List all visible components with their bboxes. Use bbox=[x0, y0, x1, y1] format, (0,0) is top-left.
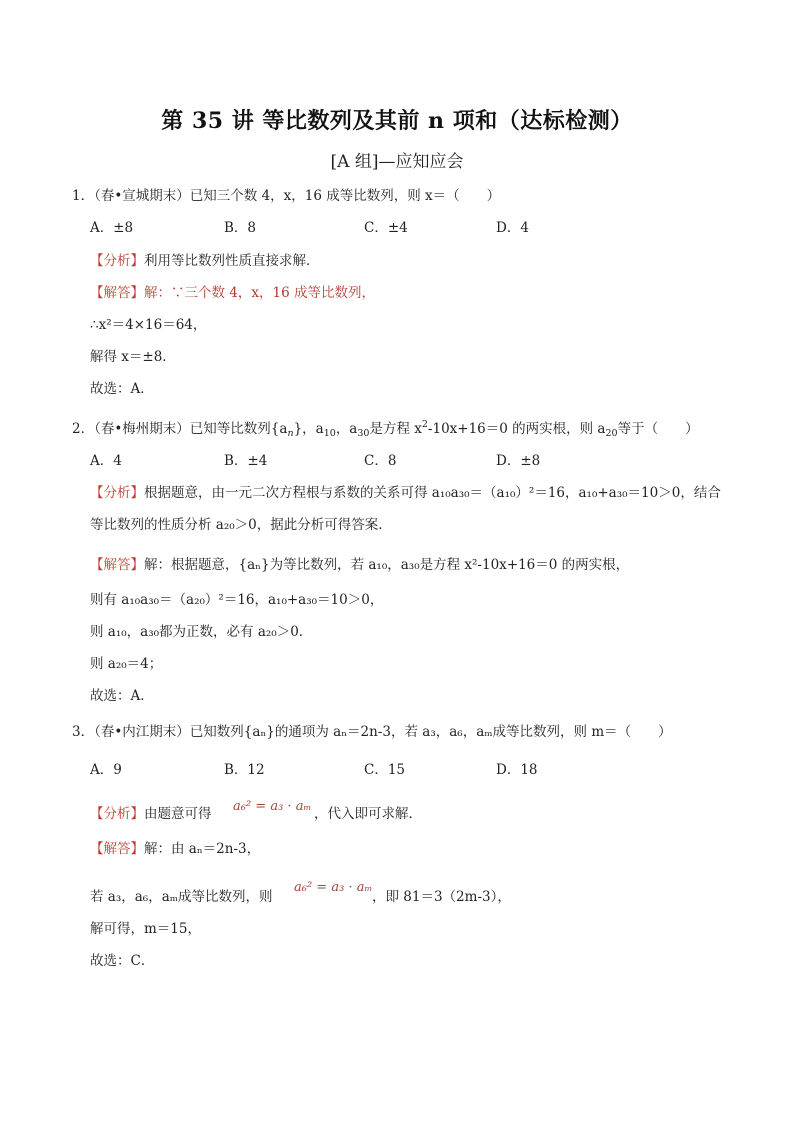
q3-analysis-formula: a₆² = a₃ · aₘ bbox=[233, 799, 312, 814]
analysis-tag: 【分析】 bbox=[90, 253, 144, 269]
section-subtitle: [A 组]—应知应会 bbox=[330, 152, 464, 172]
q3-analysis bbox=[90, 805, 212, 823]
q1-solution-line-4: 故选：A． bbox=[90, 381, 154, 397]
q2-stem-part-6: 等于（ ） bbox=[617, 421, 699, 437]
q3-analysis-text-2: ，代入即可求解． bbox=[314, 806, 422, 822]
q2-analysis-line-2: 等比数列的性质分析 a₂₀＞0，据此分析可得答案． bbox=[90, 517, 392, 533]
q3-option-b: B．12 bbox=[224, 762, 265, 778]
q2-stem-part-5: -10x+16＝0 的两实根，则 a bbox=[427, 421, 606, 437]
q2-stem-part-4: 是方程 x bbox=[369, 421, 422, 437]
q1-stem: 1．（春•宣城期末）已知三个数 4，x，16 成等比数列，则 x＝（ ） bbox=[72, 188, 501, 204]
analysis-tag: 【分析】 bbox=[90, 485, 144, 501]
q2-solution-line-3: 则 a₁₀，a₃₀都为正数，必有 a₂₀＞0． bbox=[90, 624, 313, 640]
q3-solution-line-2a: 若 a₃，a₆，aₘ成等比数列，则 bbox=[90, 889, 273, 905]
q2-analysis-text-1: 根据题意，由一元二次方程根与系数的关系可得 a₁₀a₃₀＝（a₁₀）²＝16，a₁₀+a₃₀＝10＞0，结合 bbox=[144, 485, 721, 501]
q3-option-d: D．18 bbox=[496, 762, 538, 778]
q3-analysis-text-1: 由题意可得 bbox=[144, 806, 212, 822]
q1-option-d: D．4 bbox=[496, 220, 529, 236]
solution-tag: 【解答】 bbox=[90, 285, 144, 301]
q1-solution-text-1: 解：∵三个数 4，x，16 成等比数列， bbox=[144, 285, 375, 301]
q3-stem: 3．（春•内江期末）已知数列{aₙ}的通项为 aₙ＝2n-3，若 a₃，a₆，aₘ成等比数列，则 m＝（ ） bbox=[72, 724, 672, 740]
q3-solution-formula: a₆² = a₃ · aₘ bbox=[294, 880, 373, 895]
q2-option-a: A．4 bbox=[90, 453, 122, 469]
q2-stem-part-2: }，a bbox=[293, 421, 324, 437]
q2-analysis-line-1 bbox=[90, 484, 721, 502]
q2-stem: 2．（春•梅州期末）已知等比数列$\{a_n\}$，$a_{10}$，$a_{30}$是方程 $x^2-10x+16=0$ 的两实根，则 $a_{20}$等于（ ） bbox=[72, 419, 699, 439]
q3-solution-line-3: 解可得，m＝15， bbox=[90, 921, 201, 937]
page-title: 第 35 讲 等比数列及其前 n 项和（达标检测） bbox=[161, 108, 633, 134]
q2-solution-line-2: 则有 a₁₀a₃₀＝（a₂₀）²＝16，a₁₀+a₃₀＝10＞0， bbox=[90, 592, 384, 608]
q1-option-b: B．8 bbox=[224, 220, 257, 236]
q2-solution-line-1 bbox=[90, 556, 629, 574]
q2-option-b: B．±4 bbox=[224, 453, 268, 469]
q1-analysis bbox=[90, 252, 320, 270]
q1-solution-line-1 bbox=[90, 284, 375, 302]
q3-solution-line-1 bbox=[90, 840, 260, 858]
q1-option-a: A．±8 bbox=[90, 220, 134, 236]
q1-analysis-text: 利用等比数列性质直接求解． bbox=[144, 253, 320, 269]
q3-solution-text-1: 解：由 aₙ＝2n-3， bbox=[144, 841, 261, 857]
q3-solution-line-4: 故选：C． bbox=[90, 953, 155, 969]
q2-solution-text-1: 解：根据题意，{aₙ}为等比数列，若 a₁₀，a₃₀是方程 x²-10x+16＝0 的两实根， bbox=[144, 557, 630, 573]
q2-stem-part-1: 2．（春•梅州期末）已知等比数列{a bbox=[72, 421, 288, 437]
q2-solution-line-4: 则 a₂₀＝4； bbox=[90, 656, 163, 672]
q3-solution-line-2b: ，即 81＝3（2m-3）， bbox=[372, 889, 511, 905]
q1-option-c: C．±4 bbox=[364, 220, 408, 236]
q1-solution-line-3: 解得 x＝±8． bbox=[90, 349, 176, 365]
analysis-tag: 【分析】 bbox=[90, 806, 144, 822]
q2-option-c: C．8 bbox=[364, 453, 397, 469]
q3-option-a: A．9 bbox=[90, 762, 122, 778]
q2-stem-part-3: ，a bbox=[335, 421, 358, 437]
solution-tag: 【解答】 bbox=[90, 557, 144, 573]
q2-option-d: D．±8 bbox=[496, 453, 541, 469]
q3-option-c: C．15 bbox=[364, 762, 406, 778]
q2-solution-line-5: 故选：A． bbox=[90, 688, 154, 704]
q1-solution-line-2: ∴x²＝4×16＝64， bbox=[90, 317, 207, 333]
solution-tag: 【解答】 bbox=[90, 841, 144, 857]
